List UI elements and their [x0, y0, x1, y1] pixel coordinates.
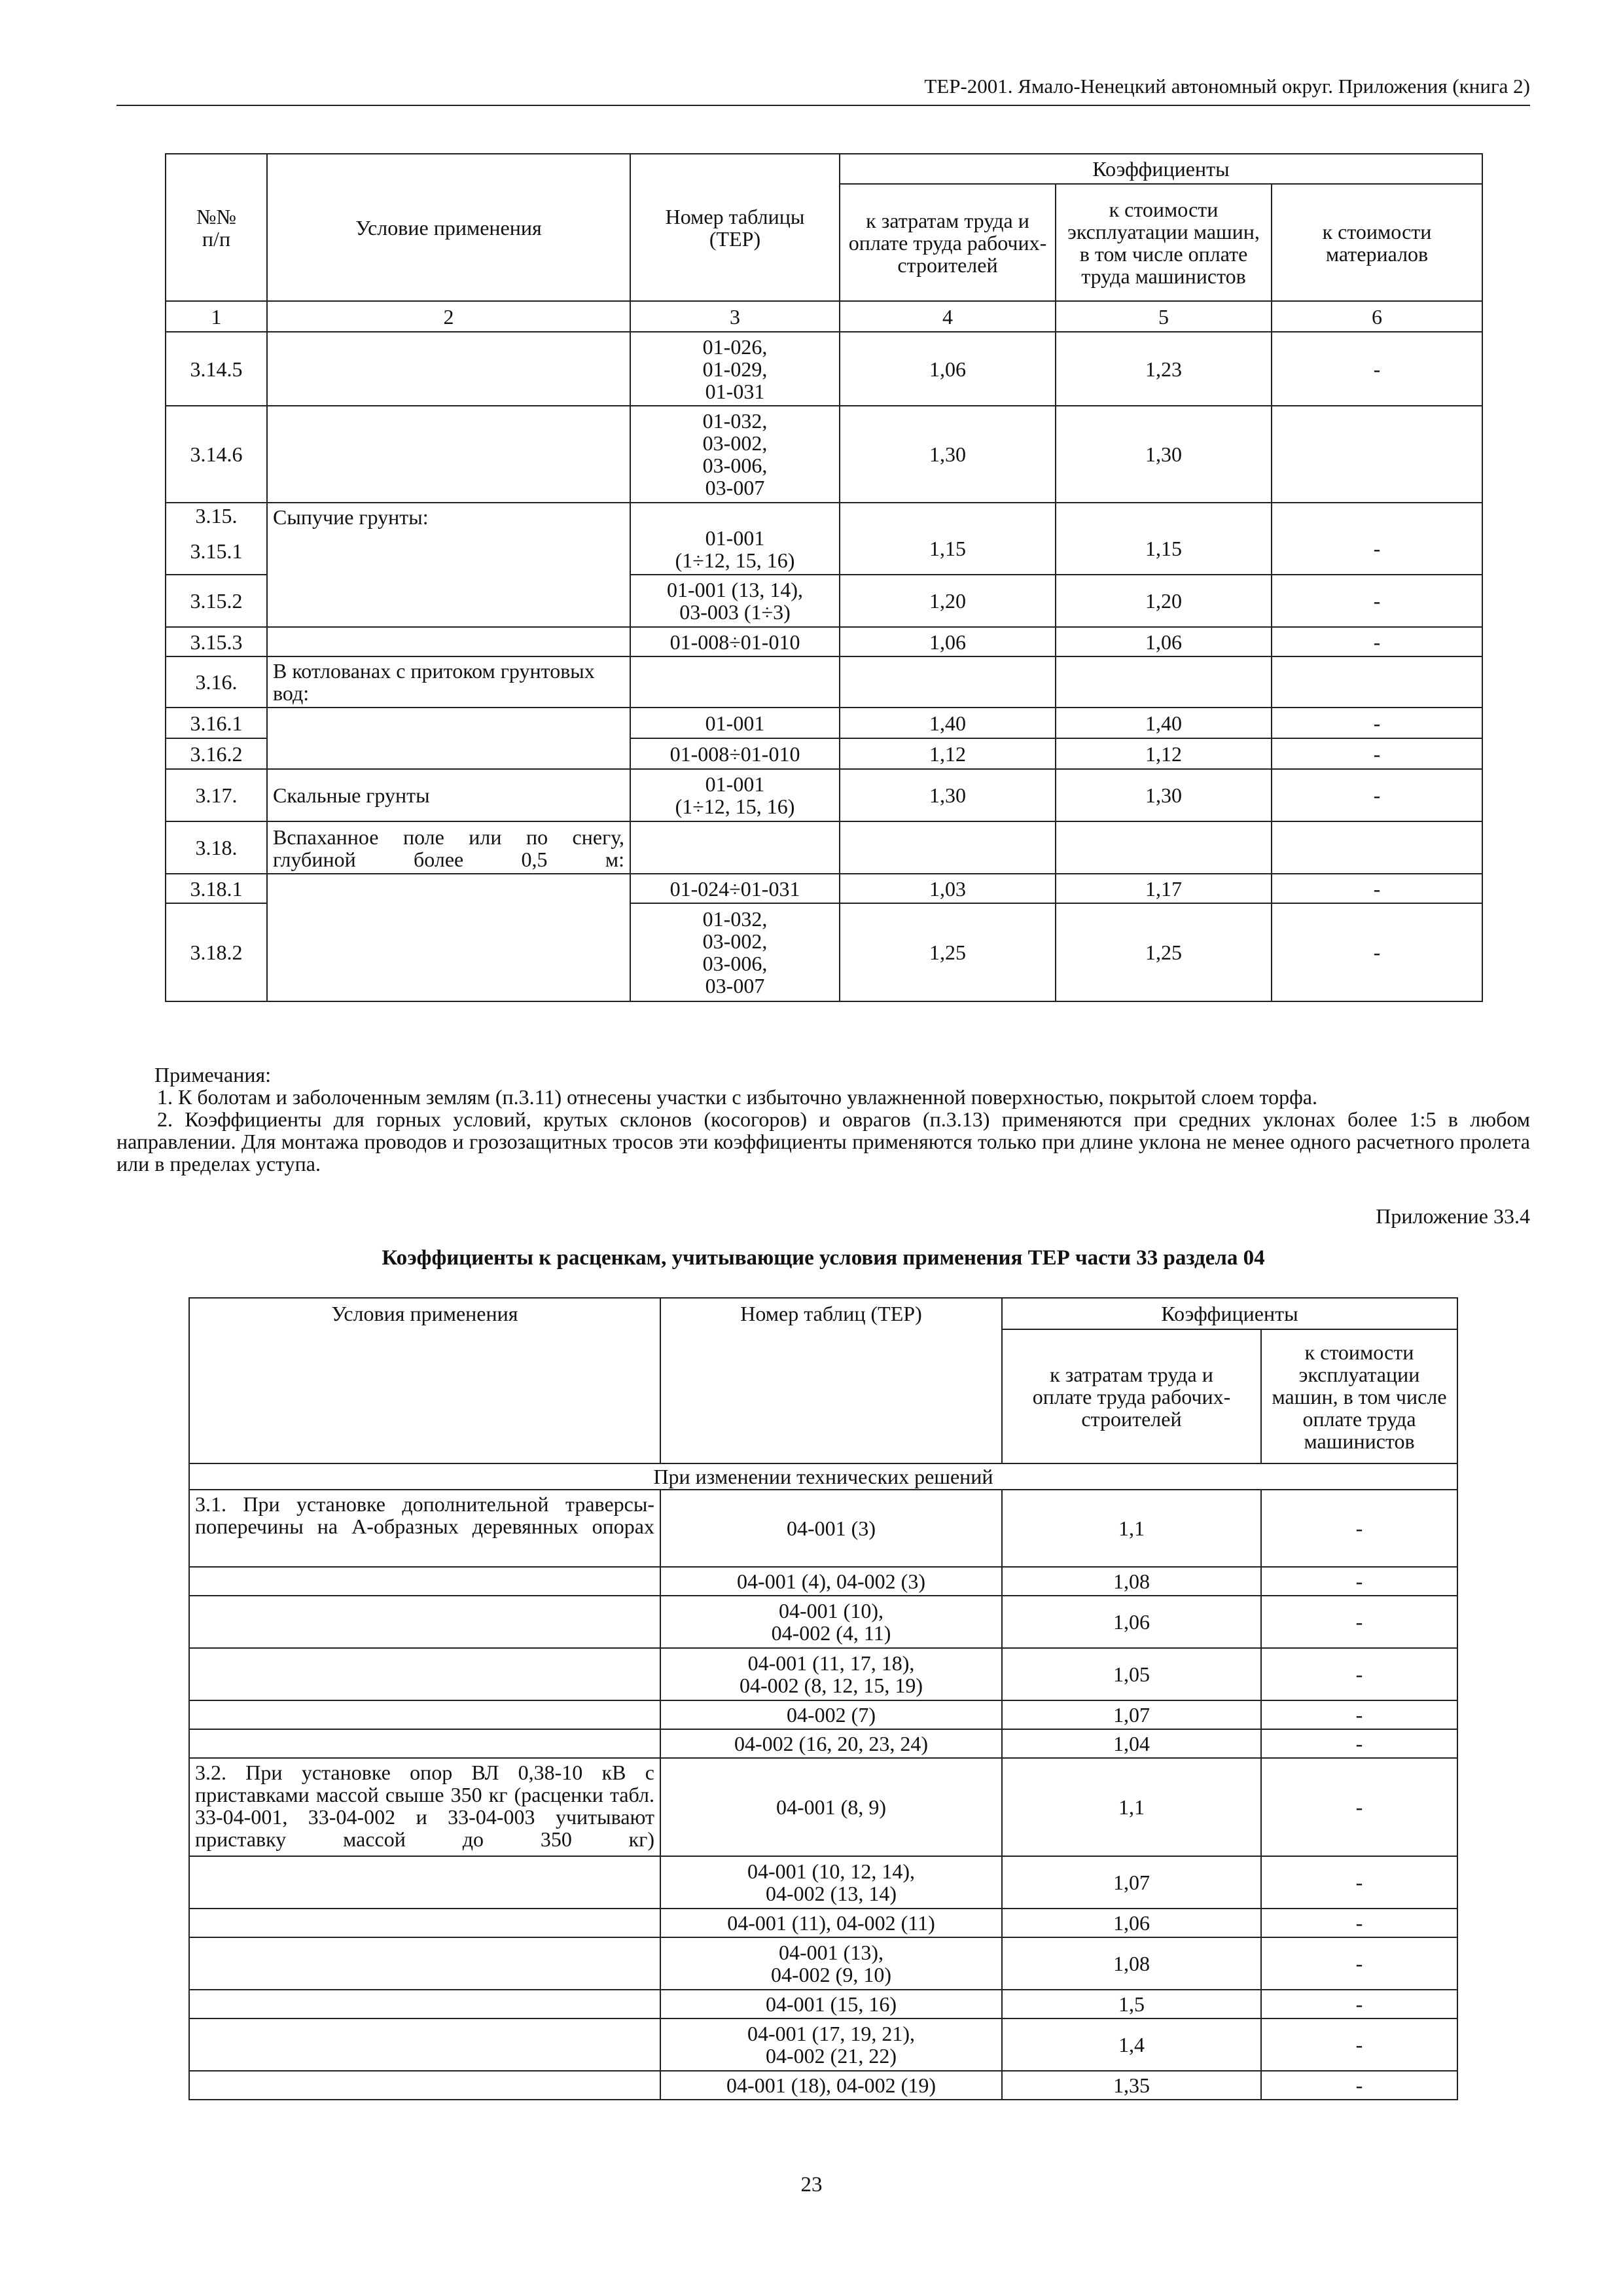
row-machine-coef: 1,12 — [1056, 738, 1272, 769]
page-number: 23 — [800, 2173, 823, 2197]
row-machine-coef: - — [1261, 1648, 1457, 1700]
table-row — [189, 1648, 1457, 1700]
row-material-coef: - — [1272, 627, 1482, 656]
row-table-number — [630, 656, 840, 708]
col-head-labor: к затратам труда и оплате труда рабочих-строителей — [840, 184, 1056, 301]
row-table-number: 01-024÷01-031 — [630, 874, 840, 903]
row-labor-coef: 1,08 — [1002, 1567, 1261, 1596]
row-labor-coef — [840, 656, 1056, 708]
col-head-conditions: Условия применения — [189, 1298, 660, 1463]
row-machine-coef — [1056, 656, 1272, 708]
row-material-coef — [1272, 821, 1482, 874]
row-material-coef: - — [1272, 503, 1482, 575]
notes-title: Примечания: — [154, 1063, 272, 1086]
row-condition — [189, 1937, 660, 1990]
row-labor-coef: 1,06 — [1002, 1909, 1261, 1937]
row-table-number: 01-001 — [630, 708, 840, 738]
table-row — [166, 503, 1482, 528]
notes-block — [116, 1064, 1530, 1175]
table-row — [189, 1596, 1457, 1648]
row-labor-coef: 1,08 — [1002, 1937, 1261, 1990]
row-condition — [189, 1596, 660, 1648]
section-row: При изменении технических решений — [189, 1463, 1457, 1490]
section-title: Коэффициенты к расценкам, учитывающие условия применения ТЕР части 33 раздела 04 — [382, 1246, 1265, 1270]
row-number: 3.14.6 — [166, 406, 267, 503]
col-head-num: №№ п/п — [166, 154, 267, 301]
row-table-number: 04-001 (11), 04-002 (11) — [660, 1909, 1002, 1937]
row-labor-coef: 1,03 — [840, 874, 1056, 903]
row-machine-coef: - — [1261, 1700, 1457, 1729]
row-material-coef: - — [1272, 332, 1482, 406]
col-number: 3 — [630, 301, 840, 332]
row-condition — [189, 1700, 660, 1729]
row-number: 3.16.2 — [166, 738, 267, 769]
row-labor-coef: 1,06 — [840, 332, 1056, 406]
row-condition — [189, 1648, 660, 1700]
row-table-number: 04-001 (17, 19, 21), 04-002 (21, 22) — [660, 2018, 1002, 2071]
row-machine-coef: - — [1261, 1567, 1457, 1596]
row-material-coef: - — [1272, 769, 1482, 821]
row-material-coef: - — [1272, 874, 1482, 903]
row-table-number: 04-001 (18), 04-002 (19) — [660, 2071, 1002, 2100]
row-labor-coef: 1,40 — [840, 708, 1056, 738]
row-number: 3.18.1 — [166, 874, 267, 903]
row-table-number: 04-001 (15, 16) — [660, 1990, 1002, 2018]
row-labor-coef: 1,30 — [840, 406, 1056, 503]
table-row — [189, 2071, 1457, 2100]
col-head-table-numbers: Номер таблиц (ТЕР) — [660, 1298, 1002, 1463]
row-machine-coef — [1056, 821, 1272, 874]
row-labor-coef: 1,4 — [1002, 2018, 1261, 2071]
row-condition: 3.2. При установке опор ВЛ 0,38-10 кВ с приставками массой свыше 350 кг (расценки табл. 33-04-001, 33-04-002 и 33-04-003 учитывают приставку массой до 350 кг) — [189, 1758, 660, 1856]
row-machine-coef: - — [1261, 1490, 1457, 1567]
note-2: 2. Коэффициенты для горных условий, крутых склонов (косогоров) и оврагов (п.3.13) применяются при средних уклонах более 1:5 в любом направлении. Для монтажа проводов и грозозащитных тросов эти коэффициенты применяются только при длине уклона не менее одного расчетного пролета или в пределах уступа. — [116, 1107, 1530, 1175]
row-machine-coef: - — [1261, 1729, 1457, 1758]
col-head-coefficients: Коэффициенты — [1002, 1298, 1457, 1329]
row-table-number: 04-001 (10), 04-002 (4, 11) — [660, 1596, 1002, 1648]
header-text: ТЕР-2001. Ямало-Ненецкий автономный округ. Приложения (книга 2) — [924, 75, 1530, 98]
row-condition: Скальные грунты — [267, 769, 630, 821]
row-machine-coef: - — [1261, 1937, 1457, 1990]
row-table-number: 04-002 (7) — [660, 1700, 1002, 1729]
table-row — [189, 1700, 1457, 1729]
coefficients-table-2 — [188, 1297, 1458, 2100]
row-machine-coef: - — [1261, 1596, 1457, 1648]
col-number: 1 — [166, 301, 267, 332]
row-number: 3.15.2 — [166, 575, 267, 627]
page-header — [116, 73, 1530, 106]
col-number: 4 — [840, 301, 1056, 332]
row-machine-coef: 1,25 — [1056, 903, 1272, 1001]
appendix-label: Приложение 33.4 — [1376, 1204, 1530, 1228]
row-labor-coef: 1,5 — [1002, 1990, 1261, 2018]
col-number: 2 — [267, 301, 630, 332]
row-material-coef: - — [1272, 738, 1482, 769]
row-labor-coef: 1,25 — [840, 903, 1056, 1001]
col-head-materials: к стоимости материалов — [1272, 184, 1482, 301]
table-row — [166, 627, 1482, 656]
table-row — [166, 769, 1482, 821]
col-head-coefficients: Коэффициенты — [840, 154, 1482, 184]
row-machine-coef: 1,20 — [1056, 575, 1272, 627]
row-machine-coef: - — [1261, 1758, 1457, 1856]
row-table-number: 01-008÷01-010 — [630, 627, 840, 656]
row-number: 3.16. — [166, 656, 267, 708]
row-table-number: 04-001 (3) — [660, 1490, 1002, 1567]
row-condition — [189, 1990, 660, 2018]
col-number: 5 — [1056, 301, 1272, 332]
row-labor-coef — [840, 821, 1056, 874]
row-table-number: 04-001 (4), 04-002 (3) — [660, 1567, 1002, 1596]
row-material-coef: - — [1272, 903, 1482, 1001]
table-row — [189, 2018, 1457, 2071]
row-material-coef — [1272, 406, 1482, 503]
row-machine-coef: - — [1261, 1909, 1457, 1937]
col-head-table-number: Номер таблицы (ТЕР) — [630, 154, 840, 301]
row-labor-coef: 1,30 — [840, 769, 1056, 821]
row-condition — [189, 1856, 660, 1909]
row-labor-coef: 1,06 — [840, 627, 1056, 656]
row-labor-coef: 1,12 — [840, 738, 1056, 769]
row-number: 3.16.1 — [166, 708, 267, 738]
row-machine-coef: 1,30 — [1056, 406, 1272, 503]
row-condition — [189, 2071, 660, 2100]
row-machine-coef: 1,17 — [1056, 874, 1272, 903]
row-condition — [267, 874, 630, 1001]
row-table-number: 01-032, 03-002, 03-006, 03-007 — [630, 903, 840, 1001]
row-table-number: 01-026, 01-029, 01-031 — [630, 332, 840, 406]
row-table-number: 04-001 (13), 04-002 (9, 10) — [660, 1937, 1002, 1990]
row-condition: Вспаханное поле или по снегу, глубиной более 0,5 м: — [267, 821, 630, 874]
table-row — [189, 1567, 1457, 1596]
col-head-condition: Условие применения — [267, 154, 630, 301]
row-material-coef: - — [1272, 708, 1482, 738]
row-machine-coef: 1,23 — [1056, 332, 1272, 406]
col-number: 6 — [1272, 301, 1482, 332]
row-condition — [267, 406, 630, 503]
row-condition — [189, 1729, 660, 1758]
row-table-number: 01-001 (1÷12, 15, 16) — [630, 769, 840, 821]
row-labor-coef: 1,35 — [1002, 2071, 1261, 2100]
row-machine-coef: - — [1261, 2018, 1457, 2071]
row-machine-coef: - — [1261, 1990, 1457, 2018]
col-head-labor: к затратам труда и оплате труда рабочих-строителей — [1002, 1329, 1261, 1463]
row-material-coef — [1272, 656, 1482, 708]
table-row — [189, 1909, 1457, 1937]
row-labor-coef: 1,15 — [840, 503, 1056, 575]
row-labor-coef: 1,1 — [1002, 1758, 1261, 1856]
row-condition — [189, 1909, 660, 1937]
row-labor-coef: 1,1 — [1002, 1490, 1261, 1567]
row-machine-coef: - — [1261, 2071, 1457, 2100]
table-row — [189, 1990, 1457, 2018]
table-row — [166, 656, 1482, 708]
row-number: 3.15.3 — [166, 627, 267, 656]
row-labor-coef: 1,20 — [840, 575, 1056, 627]
coefficients-table-1 — [165, 153, 1483, 1002]
table-row — [189, 1490, 1457, 1567]
col-head-machines: к стоимости эксплуатации машин, в том числе оплате труда машинистов — [1261, 1329, 1457, 1463]
row-number: 3.18.2 — [166, 903, 267, 1001]
row-labor-coef: 1,04 — [1002, 1729, 1261, 1758]
row-condition — [267, 332, 630, 406]
row-condition: В котлованах с притоком грунтовых вод: — [267, 656, 630, 708]
row-labor-coef: 1,06 — [1002, 1596, 1261, 1648]
row-number: 3.17. — [166, 769, 267, 821]
row-number: 3.14.5 — [166, 332, 267, 406]
table-row — [189, 1856, 1457, 1909]
table-row — [189, 1937, 1457, 1990]
row-machine-coef: 1,40 — [1056, 708, 1272, 738]
row-number: 3.15.1 — [166, 528, 267, 575]
table-row — [166, 874, 1482, 903]
row-table-number: 04-001 (11, 17, 18), 04-002 (8, 12, 15, 19) — [660, 1648, 1002, 1700]
note-1: 1. К болотам и заболоченным землям (п.3.11) отнесены участки с избыточно увлажненной поверхностью, покрытой слоем торфа. — [157, 1085, 1317, 1109]
row-labor-coef: 1,07 — [1002, 1856, 1261, 1909]
row-condition — [189, 1567, 660, 1596]
row-labor-coef: 1,05 — [1002, 1648, 1261, 1700]
row-table-number: 01-001 (13, 14), 03-003 (1÷3) — [630, 575, 840, 627]
row-condition — [189, 2018, 660, 2071]
row-number: 3.18. — [166, 821, 267, 874]
row-machine-coef: 1,15 — [1056, 503, 1272, 575]
col-head-machines: к стоимости эксплуатации машин, в том числе оплате труда машинистов — [1056, 184, 1272, 301]
table-row — [166, 821, 1482, 874]
table-row — [189, 1729, 1457, 1758]
table-row — [166, 332, 1482, 406]
row-machine-coef: 1,06 — [1056, 627, 1272, 656]
row-condition — [267, 708, 630, 769]
table-row — [166, 406, 1482, 503]
row-table-number: 04-002 (16, 20, 23, 24) — [660, 1729, 1002, 1758]
row-table-number: 04-001 (10, 12, 14), 04-002 (13, 14) — [660, 1856, 1002, 1909]
row-material-coef: - — [1272, 575, 1482, 627]
row-machine-coef: - — [1261, 1856, 1457, 1909]
row-table-number — [630, 821, 840, 874]
table-row — [189, 1758, 1457, 1856]
row-condition: 3.1. При установке дополнительной траверсы-поперечины на А-образных деревянных опорах — [189, 1490, 660, 1567]
table-row — [166, 708, 1482, 738]
row-table-number: 04-001 (8, 9) — [660, 1758, 1002, 1856]
row-table-number: 01-001 (1÷12, 15, 16) — [630, 503, 840, 575]
row-table-number: 01-008÷01-010 — [630, 738, 840, 769]
row-condition: Сыпучие грунты: — [267, 503, 630, 627]
row-condition — [267, 627, 630, 656]
row-machine-coef: 1,30 — [1056, 769, 1272, 821]
row-number: 3.15. — [166, 503, 267, 528]
row-labor-coef: 1,07 — [1002, 1700, 1261, 1729]
row-table-number: 01-032, 03-002, 03-006, 03-007 — [630, 406, 840, 503]
